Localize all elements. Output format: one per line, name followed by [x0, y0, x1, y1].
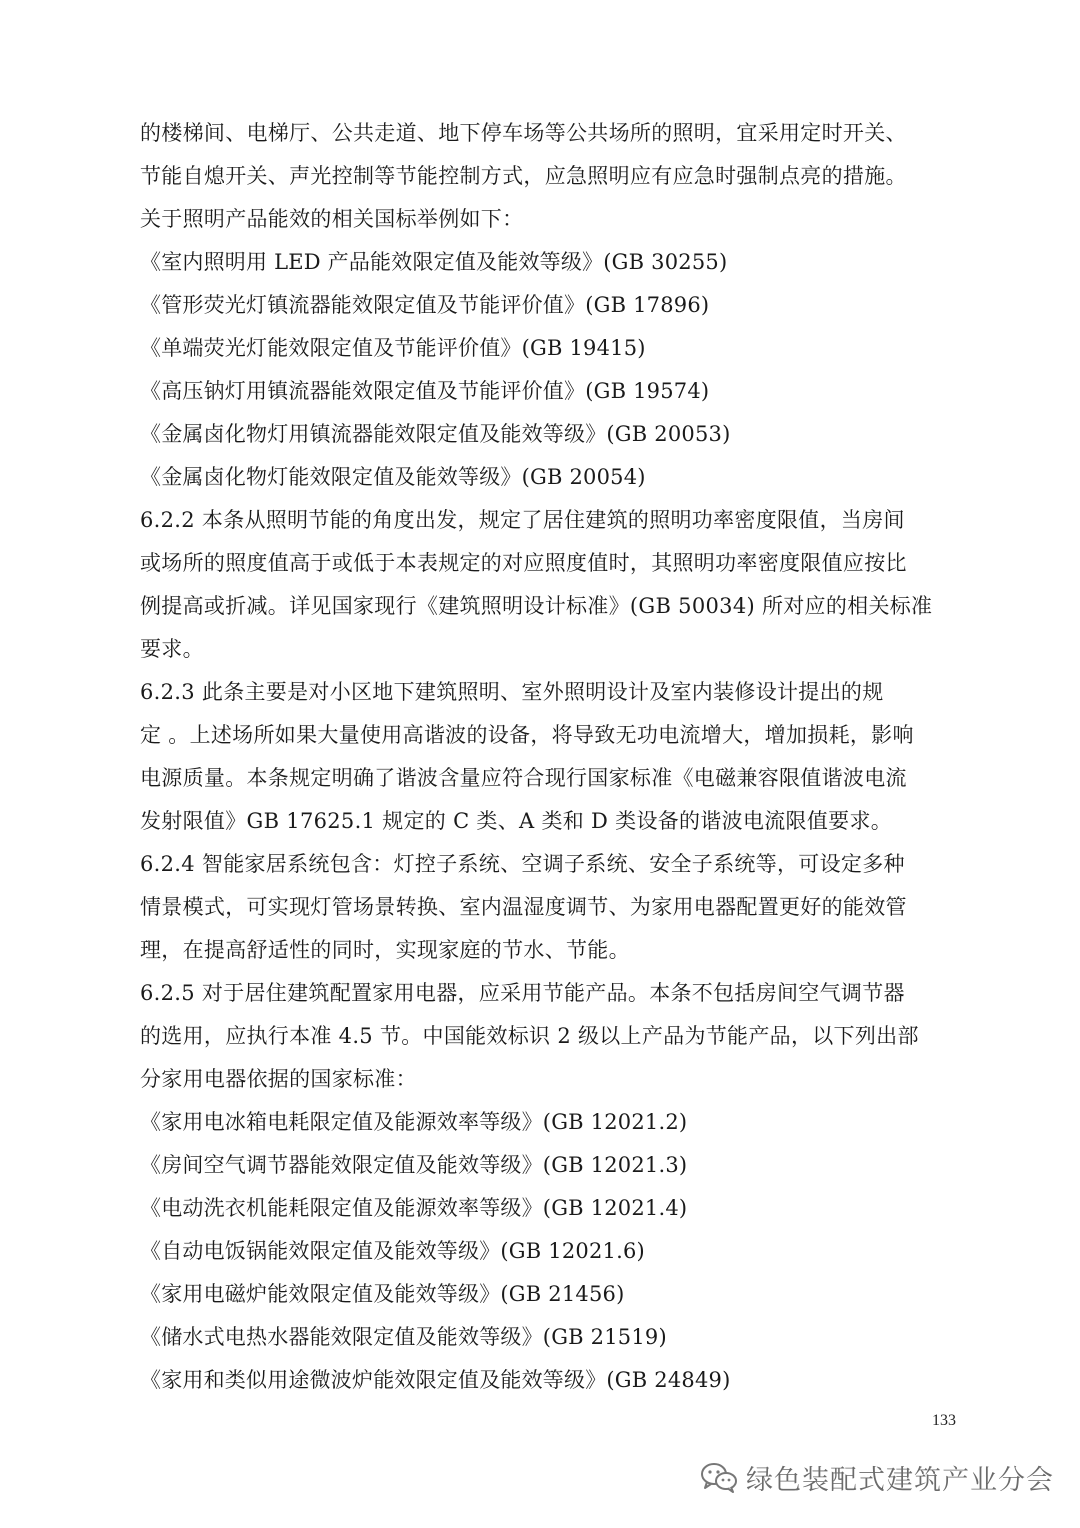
- standard-reference-line: 《家用电磁炉能效限定值及能效等级》(GB 21456): [140, 1282, 625, 1306]
- text-line: 分家用电器依据的国家标准：: [140, 1067, 417, 1091]
- standard-reference-line: 《金属卤化物灯能效限定值及能效等级》(GB 20054): [140, 465, 646, 489]
- text-line: 节能自熄开关、声光控制等节能控制方式，应急照明应有应急时强制点亮的措施。: [140, 164, 907, 188]
- standard-reference-line: 《高压钠灯用镇流器能效限定值及节能评价值》(GB 19574): [140, 379, 710, 403]
- wechat-icon: [700, 1461, 738, 1493]
- text-line: 理，在提高舒适性的同时，实现家庭的节水、节能。: [140, 938, 630, 962]
- document-body: [140, 112, 955, 1402]
- text-line: 6.2.5 对于居住建筑配置家用电器，应采用节能产品。本条不包括房间空气调节器: [140, 981, 905, 1005]
- standard-reference-line: 《储水式电热水器能效限定值及能效等级》(GB 21519): [140, 1325, 667, 1349]
- text-line: 定 。上述场所如果大量使用高谐波的设备，将导致无功电流增大，增加损耗，影响: [140, 723, 914, 747]
- text-line: 要求。: [140, 637, 204, 661]
- standard-reference-line: 《电动洗衣机能耗限定值及能源效率等级》(GB 12021.4): [140, 1196, 688, 1220]
- text-line: 6.2.4 智能家居系统包含：灯控子系统、空调子系统、安全子系统等，可设定多种: [140, 852, 905, 876]
- text-line: 的选用，应执行本准 4.5 节。中国能效标识 2 级以上产品为节能产品，以下列出部: [140, 1024, 919, 1048]
- standard-reference-line: 《房间空气调节器能效限定值及能效等级》(GB 12021.3): [140, 1153, 688, 1177]
- standard-reference-line: 《管形荧光灯镇流器能效限定值及节能评价值》(GB 17896): [140, 293, 710, 317]
- watermark: [700, 1457, 1054, 1497]
- standard-reference-line: 《家用和类似用途微波炉能效限定值及能效等级》(GB 24849): [140, 1368, 731, 1392]
- standard-reference-line: 《室内照明用 LED 产品能效限定值及能效等级》(GB 30255): [140, 250, 728, 274]
- standard-reference-line: 《单端荧光灯能效限定值及节能评价值》(GB 19415): [140, 336, 646, 360]
- text-line: 例提高或折减。详见国家现行《建筑照明设计标准》(GB 50034) 所对应的相关标准: [140, 594, 933, 618]
- standard-reference-line: 《家用电冰箱电耗限定值及能源效率等级》(GB 12021.2): [140, 1110, 688, 1134]
- text-line: 情景模式，可实现灯管场景转换、室内温湿度调节、为家用电器配置更好的能效管: [140, 895, 907, 919]
- text-line: 发射限值》GB 17625.1 规定的 C 类、A 类和 D 类设备的谐波电流限值要求。: [140, 809, 893, 833]
- text-line: 6.2.3 此条主要是对小区地下建筑照明、室外照明设计及室内装修设计提出的规: [140, 680, 884, 704]
- text-line: 的楼梯间、电梯厅、公共走道、地下停车场等公共场所的照明，宜采用定时开关、: [140, 121, 907, 145]
- watermark-text: 绿色装配式建筑产业分会: [746, 1464, 1054, 1496]
- text-line: 6.2.2 本条从照明节能的角度出发，规定了居住建筑的照明功率密度限值，当房间: [140, 508, 905, 532]
- standard-reference-line: 《自动电饭锅能效限定值及能效等级》(GB 12021.6): [140, 1239, 645, 1263]
- standard-reference-line: 《金属卤化物灯用镇流器能效限定值及能效等级》(GB 20053): [140, 422, 731, 446]
- text-line: 或场所的照度值高于或低于本表规定的对应照度值时，其照明功率密度限值应按比: [140, 551, 907, 575]
- text-line: 电源质量。本条规定明确了谐波含量应符合现行国家标准《电磁兼容限值谐波电流: [140, 766, 907, 790]
- text-line: 关于照明产品能效的相关国标举例如下：: [140, 207, 524, 231]
- page-number: 133: [932, 1412, 956, 1429]
